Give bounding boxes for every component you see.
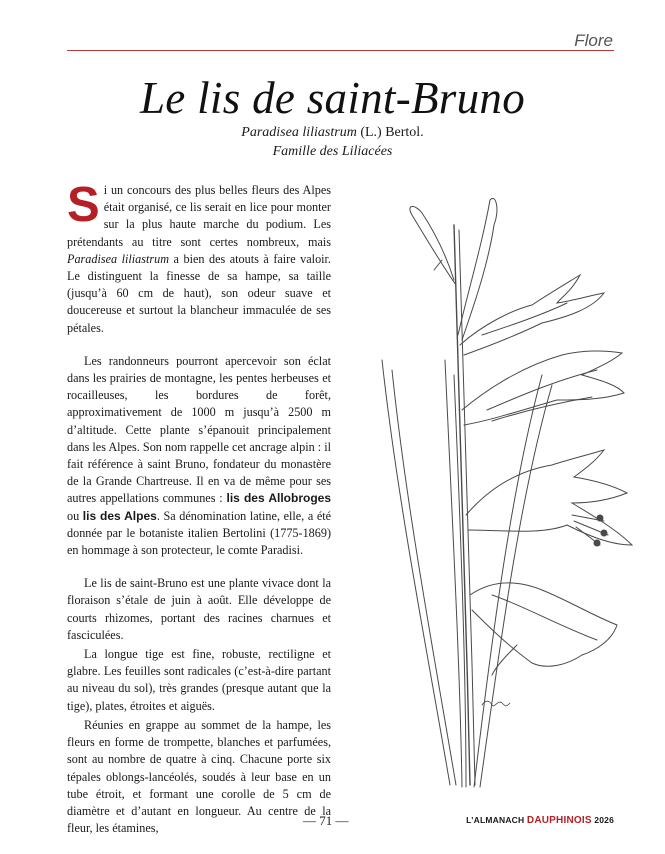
publication-name: L’ALMANACH DAUPHINOIS 2026 (466, 815, 614, 826)
paragraph-2: Les randonneurs pourront apercevoir son éclat dans les prairies de montagne, les pentes herbeuses et rocailleuses, les bordures de forêt, approximativement de 1000 m jusqu’à 2500 m d’altitude. Cette plante s’épanouit principalement dans les Alpes. Son nom rappelle cet ancrage alpin : il fait référence à saint Bruno, fondateur du monastère de la Grande Chartreuse. Il en va de même pour ses autres appellations communes : lis des Allobroges ou lis des Alpes. Sa dénomination latine, elle, a été donnée par le botaniste italien Bertolini (1775-1869) en hommage à son protecteur, le comte Paradisi. (67, 353, 332, 558)
paragraph-3: Le lis de saint-Bruno est une plante vivace dont la floraison s’étale de juin à août. Elle développe de courts rhizomes, portant des racines charnues et fasciculées. (67, 576, 331, 642)
author-abbrev: (L.) Bertol. (360, 125, 424, 140)
paragraph-1: Si un concours des plus belles fleurs des Alpes était organisé, ce lis serait en lice pour monter sur la plus haute marche du podium. Les prétendants au titre sont certes nombreux, mais Paradisea liliastrum a bien des atouts à faire valoir. Le distinguent la finesse de sa hampe, sa taille (jusqu’à 60 cm de haut), son odeur suave et doucereuse et surtout la blancheur immaculée de ses pétales. (67, 178, 331, 335)
header-rule (67, 50, 614, 51)
page-number: — 71 — (303, 813, 349, 828)
article-body (67, 178, 332, 839)
drop-cap: S (67, 178, 100, 232)
paragraph-4: La longue tige est fine, robuste, rectiligne et glabre. Les feuilles sont radicales (c’est-à-dire partant au niveau du sol), très grandes (presque autant que la tige), plates, étroites et aiguës. (67, 647, 331, 713)
family-line: Famille des Liliacées (272, 144, 393, 159)
scientific-name: Paradisea liliastrum (241, 125, 357, 140)
paragraph-5: Réunies en grappe au sommet de la hampe, les fleurs en forme de trompette, blanches et parfumées, sont au nombre de quatre à cinq. Chacune porte six tépales oblongs-lancéolés, soudés à leur base en un tube étroit, et formant une corolle de 5 cm de diamètre et d’autant en longueur. Au centre de la fleur, les étamines, (67, 717, 331, 836)
lily-illustration (342, 185, 642, 790)
section-label: Flore (574, 31, 613, 50)
article-title: Le lis de saint-Bruno (139, 73, 526, 123)
scientific-name-line (0, 123, 665, 142)
